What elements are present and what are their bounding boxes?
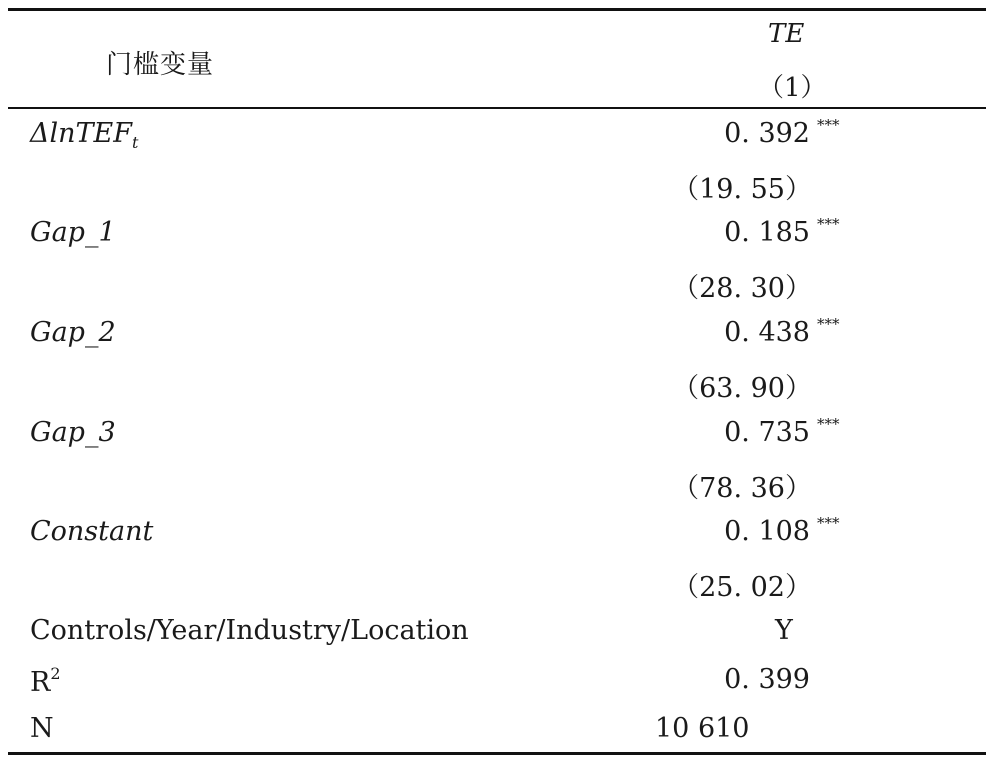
controls-label: Controls/Year/Industry/Location [30, 615, 469, 646]
tef-text: TEF [75, 118, 132, 149]
row-tstat [0, 565, 992, 615]
significance-stars: *** [817, 116, 840, 134]
bottom-rule [8, 752, 986, 755]
t-statistic: （19. 55） [672, 174, 812, 205]
r-squared-label [30, 664, 61, 698]
coefficient: 0. 735 [724, 417, 810, 448]
row-n [0, 713, 992, 763]
coefficient: 0. 392 [724, 118, 810, 149]
row-label: Gap_1 [30, 217, 116, 248]
row-constant [0, 516, 992, 566]
row-gap-3 [0, 417, 992, 467]
significance-stars: *** [817, 415, 840, 433]
superscript-2: 2 [50, 664, 61, 683]
top-rule [8, 8, 986, 11]
header-rule [8, 107, 986, 109]
delta-ln: Δln [30, 118, 76, 149]
row-r-squared [0, 664, 992, 714]
row-tstat [0, 266, 992, 316]
row-label: Gap_3 [30, 417, 116, 448]
row-gap-2 [0, 317, 992, 367]
t-statistic: （25. 02） [672, 572, 812, 603]
row-tstat [0, 366, 992, 416]
r-text: R [30, 667, 51, 698]
subscript-t: t [131, 133, 139, 152]
row-tstat [0, 167, 992, 217]
n-value: 10 610 [655, 713, 750, 744]
significance-stars: *** [817, 315, 840, 333]
coefficient: 0. 438 [724, 317, 810, 348]
row-label [30, 118, 138, 152]
t-statistic: （78. 36） [672, 473, 812, 504]
t-statistic: （28. 30） [672, 273, 812, 304]
column-header-te: TE [768, 19, 805, 49]
row-gap-1 [0, 217, 992, 267]
t-statistic: （63. 90） [672, 373, 812, 404]
n-label: N [30, 713, 54, 744]
column-header-number: （1） [758, 73, 827, 103]
row-controls [0, 615, 992, 665]
row-label: Gap_2 [30, 317, 116, 348]
row-label: Constant [30, 516, 154, 547]
significance-stars: *** [817, 215, 840, 233]
variable-header: 门槛变量 [106, 50, 215, 80]
coefficient: 0. 185 [724, 217, 810, 248]
row-tstat [0, 466, 992, 516]
significance-stars: *** [817, 514, 840, 532]
r-squared-value: 0. 399 [724, 664, 810, 695]
row-dln-tef [0, 118, 992, 168]
controls-value: Y [775, 615, 793, 646]
coefficient: 0. 108 [724, 516, 810, 547]
